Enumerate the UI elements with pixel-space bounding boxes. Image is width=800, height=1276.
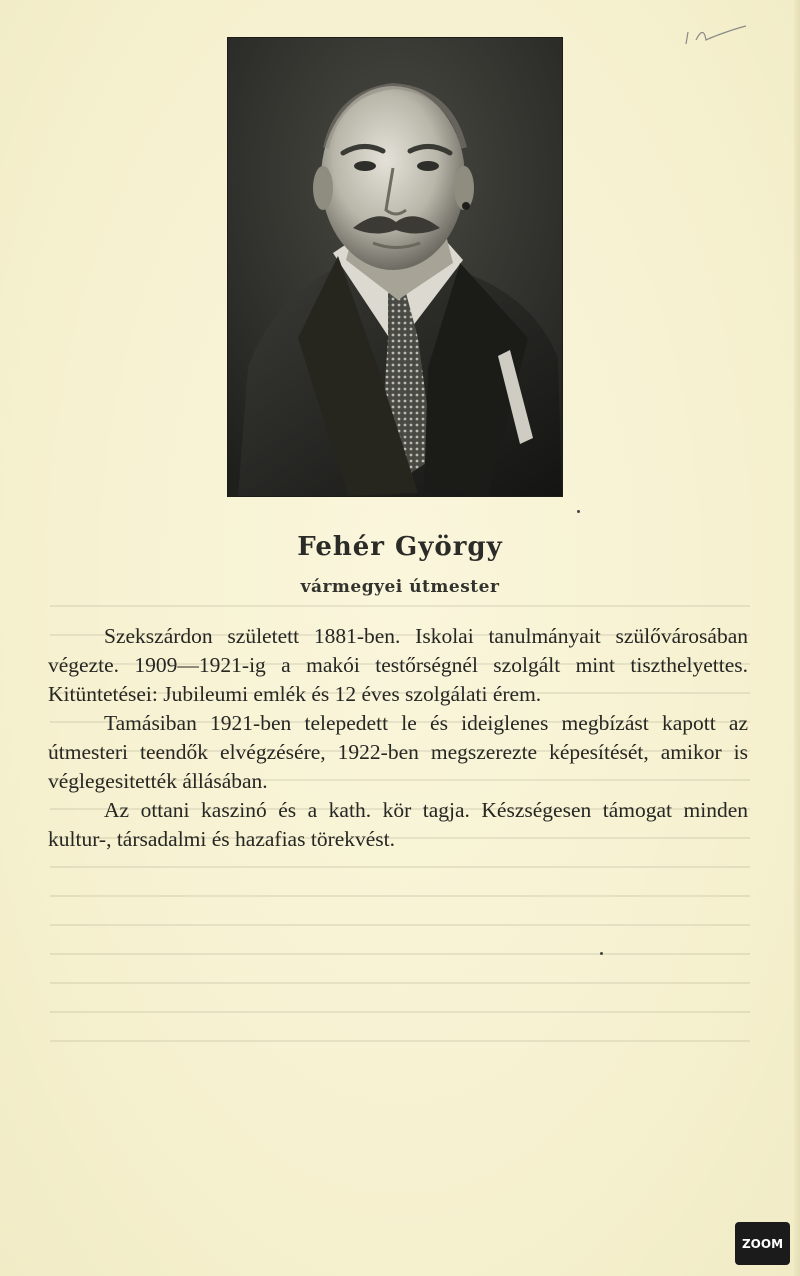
biography-paragraph: Tamásiban 1921-ben telepedett le és ideiglenes megbízást kapott az útmesteri teendők elvégzésére, 1922-ben megszerezte képesítését, amikor is véglegesitették állásában. bbox=[48, 711, 748, 793]
biography-paragraph: Az ottani kaszinó és a kath. kör tagja. Készségesen támogat minden kultur-, társadalmi és hazafias törekvést. bbox=[48, 798, 748, 851]
biography-paragraph: Szekszárdon született 1881-ben. Iskolai tanulmányait szülővárosában végezte. 1909—1921-ig a makói testőrségnél szolgált mint tiszthelyettes. Kitüntetései: Jubileumi emlék és 12 éves szolgálati érem. bbox=[48, 624, 748, 706]
zoom-logo-text: ZOOM bbox=[741, 1236, 784, 1251]
zoom-logo-badge bbox=[735, 1222, 790, 1265]
biography-text bbox=[48, 622, 748, 854]
pencil-annotation bbox=[680, 18, 750, 48]
paper-speck bbox=[600, 952, 603, 955]
portrait-photo bbox=[228, 38, 562, 496]
page-edge bbox=[794, 0, 800, 1276]
person-title: vármegyei útmester bbox=[300, 577, 500, 597]
paper-speck bbox=[577, 510, 580, 513]
person-name: Fehér György bbox=[297, 532, 503, 562]
